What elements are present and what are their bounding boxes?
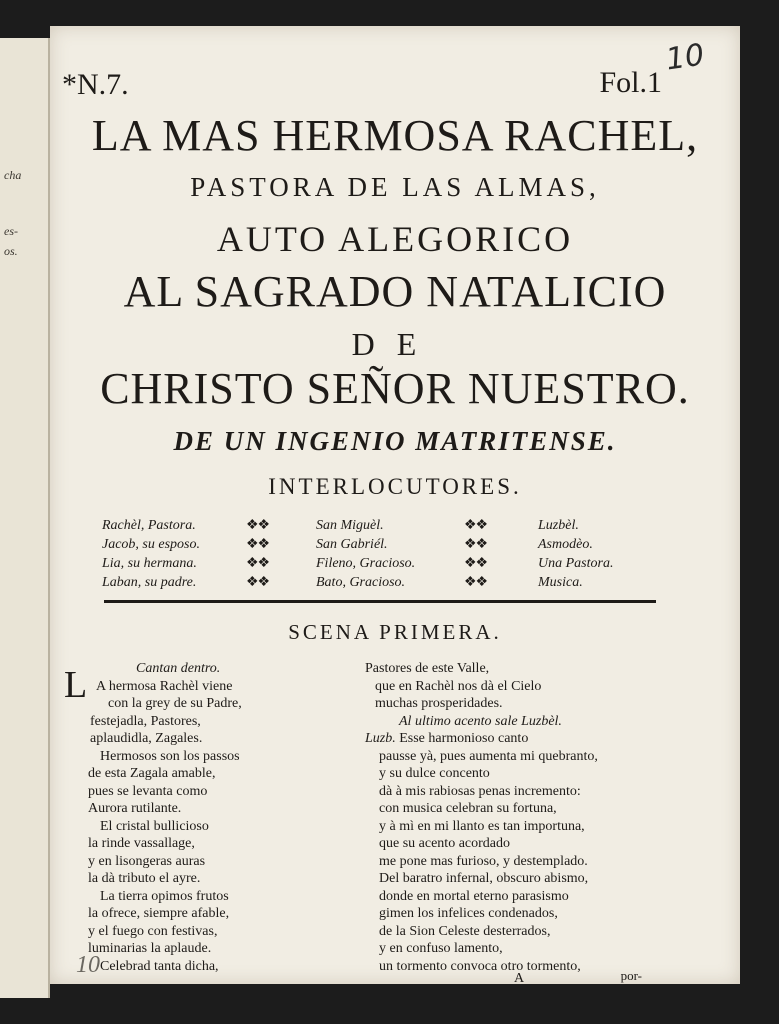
issue-number: *N.7. bbox=[62, 68, 129, 101]
verse-line: y à mì en mi llanto es tan importuna, bbox=[379, 818, 585, 834]
verse-line: festejadla, Pastores, bbox=[90, 713, 201, 729]
verse-line: con la grey de su Padre, bbox=[108, 696, 242, 711]
verse-line: que en Rachèl nos dà el Cielo bbox=[375, 678, 542, 694]
cast-member: Fileno, Gracioso. bbox=[316, 556, 416, 571]
cast-member: Bato, Gracioso. bbox=[316, 575, 406, 590]
author-line: DE UN INGENIO MATRITENSE. bbox=[173, 426, 617, 456]
folio-number: Fol.1 bbox=[599, 66, 662, 99]
verse-line: donde en mortal eterno parasismo bbox=[379, 888, 569, 904]
cast-member: San Miguèl. bbox=[316, 518, 384, 533]
ornament-column bbox=[246, 516, 269, 592]
cast-member: Asmodèo. bbox=[538, 537, 593, 552]
verse-line: Pastores de este Valle, bbox=[365, 661, 490, 676]
verse-line: y en confuso lamento, bbox=[379, 941, 503, 956]
stage-direction: Al ultimo acento sale Luzbèl. bbox=[399, 713, 562, 729]
cast-column-1 bbox=[102, 516, 200, 592]
verse-line: dà à mis rabiosas penas incremento: bbox=[379, 783, 581, 799]
verse-line: Del baratro infernal, obscuro abismo, bbox=[379, 871, 589, 886]
verse-column-right bbox=[365, 660, 598, 975]
title-line-1: LA MAS HERMOSA RACHEL, bbox=[91, 111, 699, 160]
verse-line: la dà tributo el ayre. bbox=[88, 871, 201, 886]
title-line-5: DE bbox=[351, 326, 439, 362]
cast-column-3 bbox=[538, 516, 613, 592]
cast-member: Jacob, su esposo. bbox=[102, 537, 200, 552]
cast-heading: INTERLOCUTORES. bbox=[268, 474, 522, 499]
catchword: por- bbox=[620, 968, 642, 983]
title-line-3: AUTO ALEGORICO bbox=[216, 219, 574, 259]
handwritten-number: 10 bbox=[663, 37, 707, 78]
verse-line: Celebrad tanta dicha, bbox=[100, 958, 219, 974]
facing-page-edge bbox=[0, 38, 50, 998]
ornament: ❖❖ bbox=[464, 518, 488, 533]
verse-line: aplaudidla, Zagales. bbox=[90, 731, 203, 746]
cast-member: Musica. bbox=[538, 575, 583, 590]
verse-line: y en lisongeras auras bbox=[88, 853, 206, 869]
verse-line: pausse yà, pues aumenta mi quebranto, bbox=[379, 748, 598, 764]
verse-line: de la Sion Celeste desterrados, bbox=[379, 923, 551, 939]
ornament: ❖❖ bbox=[246, 575, 270, 590]
verse-line: gimen los infelices condenados, bbox=[379, 906, 558, 921]
speaker-name: Luzb. bbox=[365, 731, 396, 746]
verse-line: Hermosos son los passos bbox=[100, 748, 240, 764]
verse-column-left bbox=[64, 660, 242, 975]
verse-line: me pone mas furioso, y destemplado. bbox=[379, 853, 588, 869]
verse-line: luminarias la aplaude. bbox=[88, 941, 212, 956]
ornament: ❖❖ bbox=[464, 575, 488, 590]
verse-line: Esse harmonioso canto bbox=[399, 731, 529, 746]
ornament: ❖❖ bbox=[464, 556, 488, 571]
signature-mark: A bbox=[514, 971, 525, 986]
cast-member: Lia, su hermana. bbox=[102, 556, 197, 571]
facing-page-fragment: cha bbox=[4, 168, 22, 182]
pencil-number: 10 bbox=[76, 952, 100, 978]
ornament: ❖❖ bbox=[246, 537, 270, 552]
verse-line: la rinde vassallage, bbox=[88, 836, 195, 851]
speech-start bbox=[365, 730, 598, 748]
verse-line: y su dulce concento bbox=[379, 766, 490, 781]
divider-rule bbox=[104, 600, 656, 603]
verse-line: un tormento convoca otro tormento, bbox=[379, 958, 581, 974]
cast-member: Rachèl, Pastora. bbox=[102, 518, 196, 533]
ornament: ❖❖ bbox=[464, 537, 488, 552]
cast-member: Una Pastora. bbox=[538, 556, 614, 571]
facing-page-fragment: es- bbox=[4, 224, 18, 238]
verse-line: pues se levanta como bbox=[88, 783, 208, 799]
drop-cap: L bbox=[64, 664, 88, 706]
verse-line: Aurora rutilante. bbox=[88, 801, 182, 816]
ornament: ❖❖ bbox=[246, 518, 270, 533]
verse-line: y el fuego con festivas, bbox=[88, 923, 218, 939]
title-line-6: CHRISTO SEÑOR NUESTRO. bbox=[100, 364, 690, 413]
ornament: ❖❖ bbox=[246, 556, 270, 571]
verse-line: muchas prosperidades. bbox=[375, 696, 503, 711]
verse-line: que su acento acordado bbox=[379, 836, 510, 851]
verse-line: La tierra opimos frutos bbox=[100, 888, 229, 904]
verse-line: con musica celebran su fortuna, bbox=[379, 801, 557, 816]
scene-heading: SCENA PRIMERA. bbox=[288, 620, 502, 644]
cast-member: Laban, su padre. bbox=[102, 575, 197, 590]
title-line-4: AL SAGRADO NATALICIO bbox=[123, 267, 667, 316]
stage-direction: Cantan dentro. bbox=[136, 661, 221, 676]
cast-member: Luzbèl. bbox=[538, 518, 579, 533]
ornament-column bbox=[464, 516, 487, 592]
verse-line: la ofrece, siempre afable, bbox=[88, 906, 230, 921]
cast-column-2 bbox=[316, 516, 415, 592]
cast-member: San Gabriél. bbox=[316, 537, 388, 552]
document-page bbox=[50, 26, 740, 984]
facing-page-fragment: os. bbox=[4, 244, 18, 258]
verse-line: El cristal bullicioso bbox=[100, 818, 209, 834]
title-line-2: PASTORA DE LAS ALMAS, bbox=[190, 172, 600, 202]
verse-line: de esta Zagala amable, bbox=[88, 766, 216, 781]
verse-line: A hermosa Rachèl viene bbox=[96, 678, 233, 694]
